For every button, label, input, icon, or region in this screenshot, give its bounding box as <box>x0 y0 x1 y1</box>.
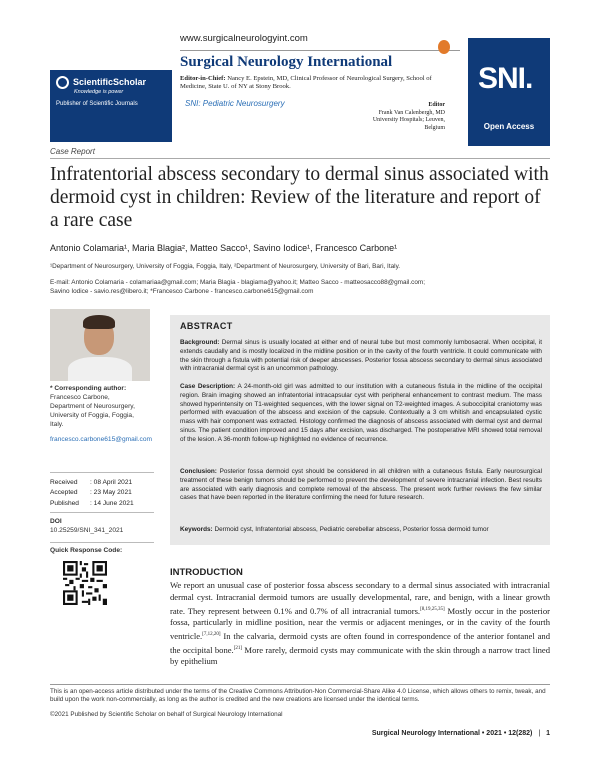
author-photo <box>50 309 150 381</box>
case-text: A 24-month-old girl was admitted to our institution with a cutaneous fistula in the midline of the occipital region. Brain imaging showed an infratentorial intracapsular cyst with peripheral enhancement to contrast medium. The mass showed hyperintensity on T1-weighted sequences, with the lower signal on T2-weighted images. A suboccipital craniotomy was performed with evacuation of the abscess and excision of the capsule. Contextually a 3 cm whitish and encapsulated cystic mass with hair component was extracted. Histology confirmed the diagnosis of abscess associated with dermal cyst and dermal sinus. The patient condition improved and 15 days after excision, was discharged. The postoperative MRI showed total removal of the lesion. A 36-month follow-up highlighted no evidence of recurrence. <box>180 383 542 443</box>
article-title: Infratentorial abscess secondary to dermal sinus associated with dermoid cyst in children: Review of the literature and report of a rare case <box>50 164 549 231</box>
doi-value[interactable]: 10.25259/SNI_341_2021 <box>50 527 124 534</box>
journal-title: Surgical Neurology International <box>180 54 393 70</box>
section-editor <box>360 102 445 132</box>
publisher-tagline: Knowledge is power <box>74 89 124 95</box>
open-access-icon <box>438 40 450 54</box>
citation-ref[interactable]: [21] <box>233 645 243 651</box>
background-text: Dermal sinus is usually located at either end of neural tube but most commonly lumbosacral. When occipital, it extends caudally and is mostly localized in the midline position or in the cavity of the fourth ventricle. It could communicate with the skin through a fistula with potential risk of deeper abscesses. Posterior fossa abscess secondary to dermal sinus associated with intracranial dermal cyst is an uncommon pathology. <box>180 339 542 373</box>
section-name: SNI: Pediatric Neurosurgery <box>185 99 285 108</box>
license-text: This is an open-access article distributed under the terms of the Creative Commons Attribution-Non Commercial-Share Alike 4.0 License, which allows others to remix, tweak, and build upon the work non-commercially, as long as the author is credited and the new creations are licensed under the identical terms. <box>50 688 546 704</box>
case-label: Case Description: <box>180 383 236 390</box>
sidebar-divider <box>50 542 154 543</box>
page-number: 1 <box>546 730 550 737</box>
published-label: Published <box>50 499 79 507</box>
publisher-sub: Publisher of Scientific Journals <box>56 101 138 107</box>
qr-code-icon[interactable] <box>62 560 108 606</box>
editor-text: Nancy E. Epstein, MD, Clinical Professor of Neurological Surgery, School of Medicine, State U. of NY at Stony Brook. <box>180 75 432 91</box>
citation-ref[interactable]: [8,19,25,35] <box>420 606 445 612</box>
doi-label: DOI <box>50 518 62 525</box>
background-label: Background: <box>180 339 220 346</box>
publisher-brand: ScientificScholar <box>73 77 147 87</box>
editor2-name: Frank Van Calenbergh, MD <box>378 109 445 116</box>
intro-paragraph <box>170 580 550 668</box>
sidebar-divider <box>50 512 154 513</box>
editor-in-chief <box>180 75 442 92</box>
citation-text: Surgical Neurology International • 2021 • 12(282) <box>371 730 533 737</box>
corr-country: Italy. <box>50 421 64 428</box>
abstract-heading: ABSTRACT <box>180 321 233 331</box>
article-type: Case Report <box>50 147 95 156</box>
intro-text-1: We report an unusual case of posterior fossa abscess secondary to a dermal sinus associated with intracranial dermal cyst. Intracranial dermoid tumors are usually developmental, rare, and benign, with a linear growth rate. They represent between 0.1% and 0.7% of all intracranial tumors. <box>170 580 550 616</box>
intro-heading: INTRODUCTION <box>170 567 243 578</box>
doi-block <box>50 517 155 535</box>
emails-line-1: E-mail: Antonio Colamaria - colamariaa@gmail.com; Maria Blagia - blagiama@yahoo.it; Matteo Sacco - matteosacco88@gmail.com; <box>50 279 426 286</box>
open-access-label: Open Access <box>483 122 535 131</box>
author-emails <box>50 278 550 296</box>
received-date: : 08 April 2021 <box>90 479 133 486</box>
page-citation: Surgical Neurology International • 2021 • 12(282) | 1 <box>371 730 550 737</box>
received-label: Received <box>50 479 78 486</box>
header-divider <box>180 50 460 51</box>
globe-icon <box>56 76 69 89</box>
article-affiliations: ¹Department of Neurosurgery, University of Foggia, Foggia, Italy, ²Department of Neurosurgery, University of Bari, Bari, Italy. <box>50 263 401 270</box>
intro-text-3: In the calvaria, dermoid cysts are often found in correspondence of the anterior fontanel and the occipital bone. <box>170 630 550 655</box>
qr-label-text: Quick Response Code: <box>50 547 123 554</box>
journal-header <box>0 30 600 130</box>
abstract-case <box>180 383 542 445</box>
abstract-box <box>170 315 550 545</box>
sidebar-divider <box>50 472 154 473</box>
accepted-date: : 23 May 2021 <box>90 489 132 497</box>
publisher-bar <box>50 122 172 142</box>
abstract-conclusion <box>180 468 542 503</box>
conclusion-text: Posterior fossa dermoid cyst should be considered in all children with a cutaneous fistula. Early neurosurgical treatment of these benign tumors should be performed to prevent the development of severe intracranial infection. Best results are associated with early diagnosis and complete removal of the abscess. The present work further reviews the few similar cases that have been reported in the literature confirming the need for future research. <box>180 468 543 502</box>
corr-email-link[interactable]: francesco.carbone615@gmail.com <box>50 436 152 443</box>
corr-name: Francesco Carbone, <box>50 394 110 401</box>
corr-label: * Corresponding author: <box>50 385 127 392</box>
editor2-label: Editor <box>428 102 445 108</box>
footer-divider <box>50 684 550 685</box>
copyright-text: ©2021 Published by Scientific Scholar on behalf of Surgical Neurology International <box>50 711 283 718</box>
editor2-affil: University Hospitals; Leuven, Belgium <box>372 117 445 131</box>
abstract-background <box>180 339 542 374</box>
publisher-logo <box>50 70 172 122</box>
citation-ref[interactable]: [7,12,20] <box>202 632 221 638</box>
sni-logo-box <box>468 38 550 146</box>
journal-url[interactable]: www.surgicalneurologyint.com <box>180 33 308 44</box>
corr-univ: University of Foggia, Foggia, <box>50 412 134 419</box>
accepted-label: Accepted <box>50 489 78 497</box>
abstract-keywords <box>180 526 542 535</box>
corresponding-author <box>50 384 155 444</box>
title-divider <box>50 158 550 159</box>
intro-text-2: Mostly occur in the posterior fossa, particularly in midline position, near the vermis or adjacent meninges, or in the cavity of the fourth ventricle. <box>170 605 550 641</box>
sni-logo: SNI. <box>478 62 533 95</box>
corr-dept: Department of Neurosurgery, <box>50 403 135 410</box>
article-dates <box>50 478 155 509</box>
article-authors: Antonio Colamaria¹, Maria Blagia², Matteo Sacco¹, Savino Iodice¹, Francesco Carbone¹ <box>50 243 398 253</box>
qr-label <box>50 546 155 555</box>
keywords-label: Keywords: <box>180 526 213 533</box>
keywords-text: Dermoid cyst, Infratentorial abscess, Pediatric cerebellar abscess, Posterior fossa dermoid tumor <box>214 526 489 533</box>
intro-text-4: More rarely, dermoid cysts may communicate with the skin through a narrow tract lined by epithelium <box>170 644 550 667</box>
emails-line-2: Savino Iodice - savio.res@libero.it; *Francesco Carbone - francesco.carbone615@gmail.com <box>50 288 314 295</box>
editor-label: Editor-in-Chief: <box>180 75 226 82</box>
conclusion-label: Conclusion: <box>180 468 217 475</box>
published-date: : 14 June 2021 <box>90 499 134 507</box>
